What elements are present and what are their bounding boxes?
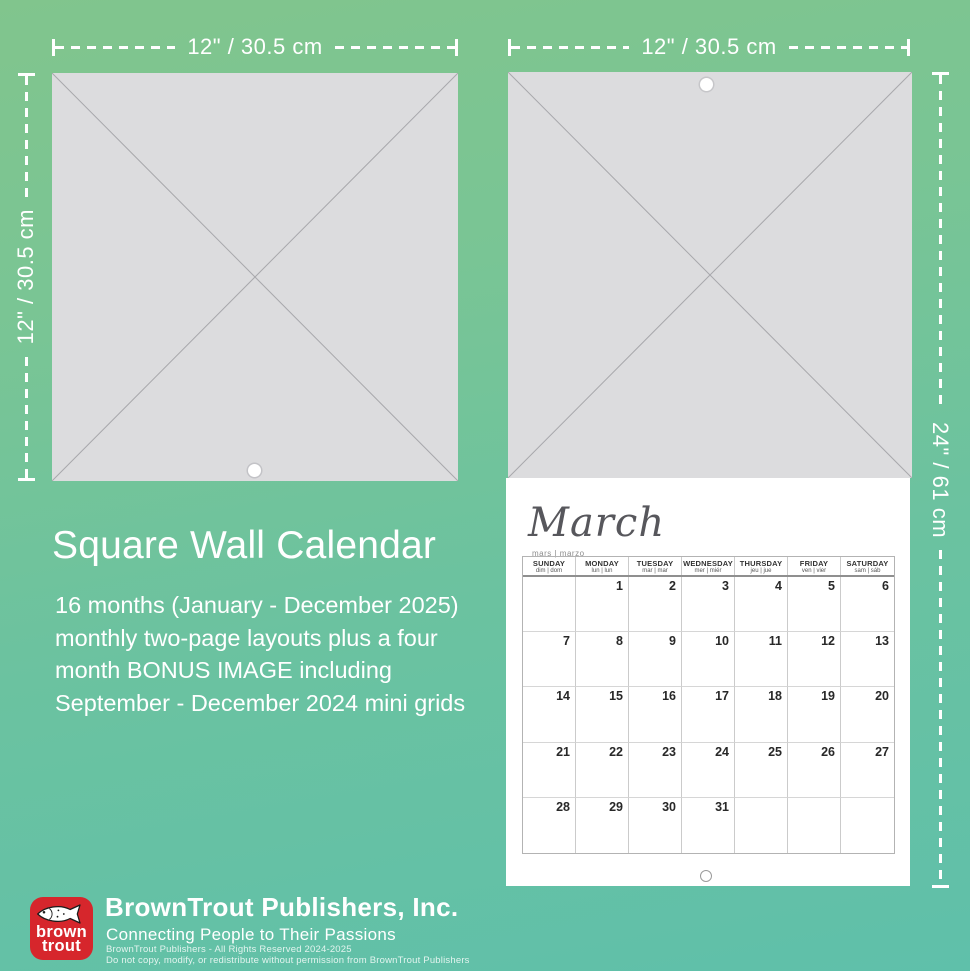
calendar-day-headers	[523, 557, 894, 577]
hang-hole	[700, 78, 713, 91]
dimension-dashes	[55, 46, 175, 49]
calendar-day-cell: 24	[682, 743, 735, 798]
publisher-name: BrownTrout Publishers, Inc.	[105, 892, 459, 922]
calendar-day-cell	[788, 798, 841, 853]
calendar-day-cell: 10	[682, 632, 735, 687]
calendar-grid	[522, 556, 895, 854]
notice-line: Do not copy, modify, or redistribute without permission from BrownTrout Publishers	[106, 955, 470, 966]
calendar-day-cell: 11	[735, 632, 788, 687]
dimension-label: 12" / 30.5 cm	[13, 209, 38, 345]
product-description	[55, 589, 505, 719]
description-line: month BONUS IMAGE including	[55, 657, 392, 683]
dimension-label: 24" / 61 cm	[928, 421, 953, 539]
dimension-tick	[932, 885, 949, 888]
placeholder-x-icon	[52, 73, 458, 481]
image-placeholder-left	[52, 73, 458, 481]
dimension-top-left	[52, 34, 458, 59]
calendar-day-cell: 15	[576, 687, 629, 742]
rights-line: BrownTrout Publishers - All Rights Reserved 2024-2025	[106, 944, 352, 955]
calendar-day-cell: 5	[788, 577, 841, 632]
dimension-dashes	[335, 46, 455, 49]
publisher-tagline: Connecting People to Their Passions	[106, 925, 396, 944]
logo-word: brown	[36, 923, 87, 941]
dimension-label: 12" / 30.5 cm	[187, 34, 323, 59]
calendar-day-cell: 14	[523, 687, 576, 742]
dimension-left	[13, 73, 38, 481]
calendar-day-cell: 20	[841, 687, 894, 742]
calendar-day-cell: 31	[682, 798, 735, 853]
copyright-text	[106, 944, 470, 966]
logo-word: trout	[41, 936, 82, 955]
calendar-day-cell: 26	[788, 743, 841, 798]
day-header: TUESDAY mar | mar	[629, 557, 682, 575]
calendar-day-cell: 19	[788, 687, 841, 742]
calendar-day-cell: 28	[523, 798, 576, 853]
calendar-day-cell: 22	[576, 743, 629, 798]
browntrout-logo	[30, 897, 93, 960]
dimension-top-right	[508, 34, 910, 59]
day-header: SATURDAY sam | sáb	[846, 559, 889, 574]
calendar-day-cell: 12	[788, 632, 841, 687]
dimension-dashes	[25, 357, 28, 478]
calendar-day-cell: 29	[576, 798, 629, 853]
description-line: 16 months (January - December 2025)	[55, 592, 459, 618]
dimension-dashes	[939, 75, 942, 410]
description-line: September - December 2024 mini grids	[55, 689, 466, 716]
calendar-page	[506, 478, 910, 886]
description-line: monthly two-page layouts plus a four	[55, 624, 438, 651]
calendar-day-cell: 2	[629, 577, 682, 632]
dimension-tick	[18, 478, 35, 481]
dimension-dashes	[939, 550, 942, 885]
product-title: Square Wall Calendar	[52, 524, 437, 567]
calendar-day-cell: 9	[629, 632, 682, 687]
day-header: SUNDAY dim | dom	[523, 557, 576, 575]
calendar-day-cell: 7	[523, 632, 576, 687]
calendar-day-cell: 23	[629, 743, 682, 798]
month-subtitle: mars | marzo	[532, 549, 585, 558]
dimension-dashes	[25, 76, 28, 197]
dimension-dashes	[789, 46, 907, 49]
dimension-tick	[907, 39, 910, 56]
calendar-day-cell	[841, 798, 894, 853]
calendar-day-cell	[735, 798, 788, 853]
calendar-day-cell: 18	[735, 687, 788, 742]
day-header: THURSDAY jeu | jue	[735, 557, 788, 575]
calendar-day-cell	[523, 577, 576, 632]
calendar-day-cell: 17	[682, 687, 735, 742]
hang-hole	[248, 464, 261, 477]
dimension-right	[928, 72, 953, 888]
calendar-day-cell: 25	[735, 743, 788, 798]
calendar-day-cell: 21	[523, 743, 576, 798]
day-header: MONDAY lun | lun	[576, 557, 629, 575]
image-placeholder-right	[508, 72, 912, 478]
calendar-day-cell: 8	[576, 632, 629, 687]
calendar-day-cell: 30	[629, 798, 682, 853]
dimension-tick	[455, 39, 458, 56]
calendar-day-cell: 1	[576, 577, 629, 632]
calendar-day-cell: 27	[841, 743, 894, 798]
day-header: WEDNESDAY mer | miér	[682, 557, 735, 575]
calendar-day-cell: 16	[629, 687, 682, 742]
dimension-dashes	[511, 46, 629, 49]
calendar-day-cell: 13	[841, 632, 894, 687]
calendar-day-cell: 4	[735, 577, 788, 632]
calendar-grid-body	[523, 577, 894, 853]
calendar-day-cell: 6	[841, 577, 894, 632]
placeholder-x-icon	[508, 72, 912, 478]
day-header: FRIDAY ven | vier	[788, 557, 841, 575]
calendar-day-cell: 3	[682, 577, 735, 632]
dimension-label: 12" / 30.5 cm	[641, 34, 777, 59]
month-title: March	[528, 500, 666, 546]
hang-hole	[700, 870, 712, 882]
